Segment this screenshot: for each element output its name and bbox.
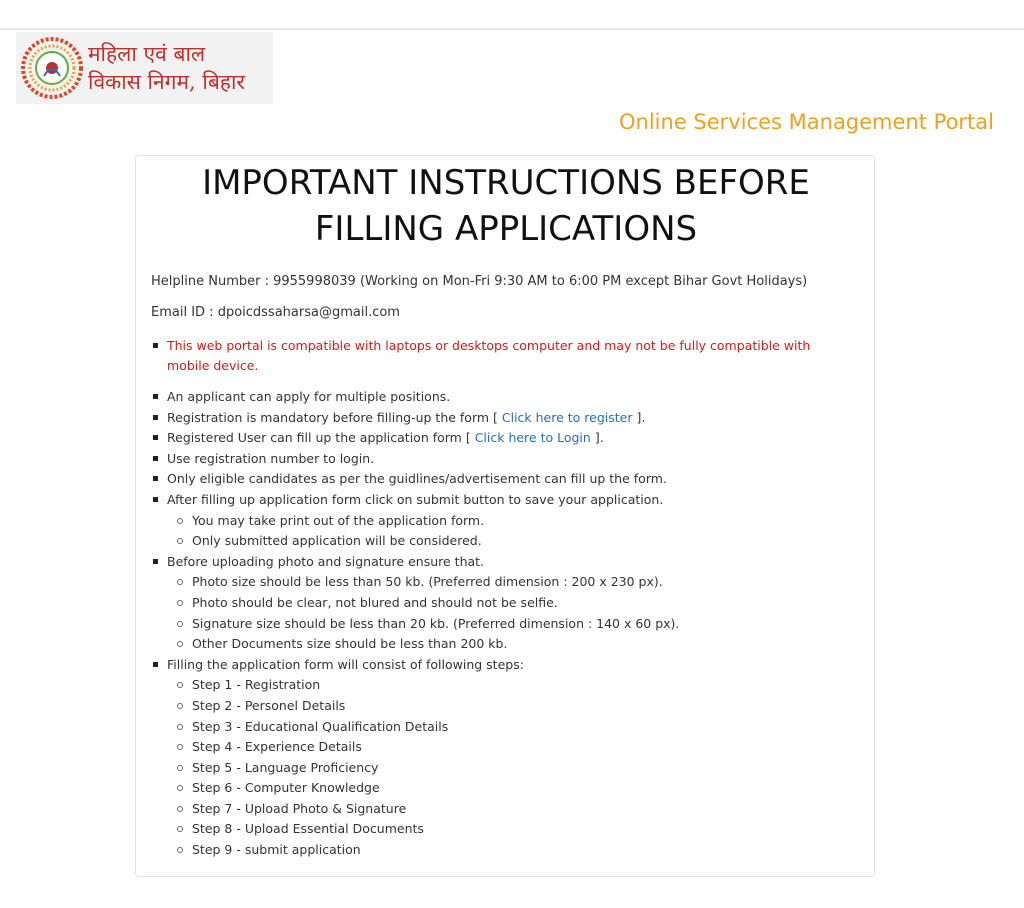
steps-sublist [167,675,841,860]
step-item: Step 5 - Language Proficiency [167,758,841,779]
list-item: After filling up application form click on submit button to save your application. You may take print out of the application form. Only submitted application will be considered. [151,490,841,552]
logo-line-2: विकास निगम, बिहार [88,70,245,94]
register-link[interactable]: Click here to register [501,409,633,425]
portal-title: Online Services Management Portal [619,110,994,134]
email-text: Email ID : dpoicdssaharsa@gmail.com [151,305,400,320]
list-item: Only eligible candidates as per the guidlines/advertisement can fill up the form. [151,469,841,490]
sub-item: You may take print out of the application form. [167,511,841,532]
list-item: Before uploading photo and signature ensure that. Photo size should be less than 50 kb. (Preferred dimension : 200 x 230 px). Photo should be clear, not blured and should not be selfie. Signature size should be less than 20 kb. (Preferred dimension : 140 x 60 px). Other Documents size should be less than 200 kb. [151,552,841,655]
instructions-list [151,336,841,861]
title-line-1: IMPORTANT INSTRUCTIONS BEFORE [202,163,810,203]
step-item: Step 1 - Registration [167,675,841,696]
sub-item: Signature size should be less than 20 kb. (Preferred dimension : 140 x 60 px). [167,614,841,635]
sub-item: Only submitted application will be considered. [167,531,841,552]
sub-item: Photo size should be less than 50 kb. (Preferred dimension : 200 x 230 px). [167,572,841,593]
photo-sublist [167,572,841,654]
list-item: An applicant can apply for multiple positions. [151,387,841,408]
list-item: Use registration number to login. [151,449,841,470]
login-link[interactable]: Click here to Login [474,430,591,446]
title-line-2: FILLING APPLICATIONS [314,209,698,249]
step-item: Step 2 - Personel Details [167,696,841,717]
submit-sublist [167,511,841,552]
step-item: Step 3 - Educational Qualification Details [167,717,841,738]
step-item: Step 4 - Experience Details [167,737,841,758]
list-item-login: Registered User can fill up the application form [ Click here to Login ]. [151,428,841,449]
step-item: Step 8 - Upload Essential Documents [167,819,841,840]
step-item: Step 6 - Computer Knowledge [167,778,841,799]
logo[interactable] [16,32,273,104]
sub-item: Photo should be clear, not blured and should not be selfie. [167,593,841,614]
step-item: Step 9 - submit application [167,840,841,861]
list-item: Filling the application form will consist of following steps: Step 1 - Registration Step 2 - Personel Details Step 3 - Educational Qualification Details Step 4 - Experience Details Step 5 - Language Proficiency Step 6 - Computer Knowledge Step 7 - Upload Photo & Signature Step 8 - Upload Essential Documents Step 9 - submit application [151,655,841,861]
sub-item: Other Documents size should be less than 200 kb. [167,634,841,655]
list-item-register: Registration is mandatory before filling-up the form [ Click here to register ]. [151,408,841,429]
top-bar [0,0,1024,30]
instructions-card [135,155,875,877]
emblem-icon [20,36,84,100]
logo-line-1: महिला एवं बाल [88,42,206,66]
helpline-text: Helpline Number : 9955998039 (Working on Mon-Fri 9:30 AM to 6:00 PM except Bihar Govt Holidays) [151,274,808,289]
page-title [136,160,876,252]
step-item: Step 7 - Upload Photo & Signature [167,799,841,820]
compatibility-warning: This web portal is compatible with laptops or desktops computer and may not be fully compatible with mobile device. [151,336,841,376]
